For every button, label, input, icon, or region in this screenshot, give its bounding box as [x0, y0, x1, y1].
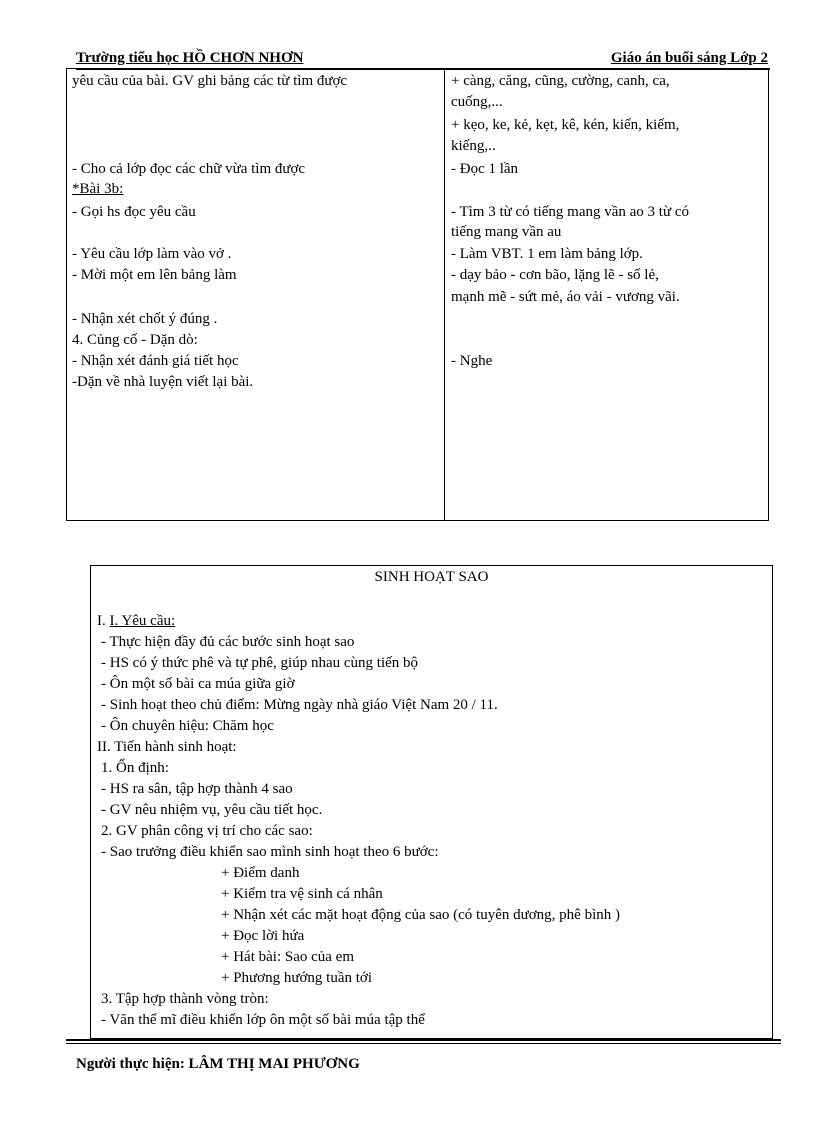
- step-line: + Điểm danh: [221, 865, 300, 881]
- section-heading: 2. GV phân công vị trí cho các sao:: [101, 823, 313, 839]
- sao-line: - Văn thể mĩ điều khiển lớp ôn một số bài múa tập thể: [101, 1012, 425, 1028]
- section-heading: 3. Tập hợp thành vòng tròn:: [101, 991, 269, 1007]
- sao-line: - Ôn chuyên hiệu: Chăm học: [101, 718, 274, 734]
- student-line: tiếng mang vần au: [451, 224, 562, 240]
- section-heading: II. Tiến hành sinh hoạt:: [97, 739, 237, 755]
- student-line: + càng, căng, cũng, cường, canh, ca,: [451, 73, 670, 89]
- sao-line: - HS có ý thức phê và tự phê, giúp nhau cùng tiến bộ: [101, 655, 419, 671]
- teacher-line: - Yêu cầu lớp làm vào vở .: [72, 246, 232, 262]
- sao-line: - Sinh hoạt theo chủ điểm: Mừng ngày nhà giáo Việt Nam 20 / 11.: [101, 697, 498, 713]
- teacher-line: - Mời một em lên bảng làm: [72, 267, 237, 283]
- sao-line: - Ôn một số bài ca múa giữa giờ: [101, 676, 295, 692]
- teacher-line: - Gọi hs đọc yêu cầu: [72, 204, 196, 220]
- sao-line: - Sao trưởng điều khiển sao mình sinh hoạt theo 6 bước:: [101, 844, 439, 860]
- teacher-line: - Nhận xét đánh giá tiết học: [72, 353, 239, 369]
- step-line: + Hát bài: Sao của em: [221, 949, 355, 965]
- teacher-line: yêu cầu của bài. GV ghi bảng các từ tìm được: [72, 73, 348, 89]
- column-divider: [444, 69, 445, 520]
- lesson-table: [66, 68, 769, 521]
- teacher-line: - Cho cả lớp đọc các chữ vừa tìm được: [72, 161, 306, 177]
- footer-rule: [66, 1043, 781, 1044]
- student-line: - Đọc 1 lần: [451, 161, 519, 177]
- footer-rule: [66, 1039, 781, 1041]
- sao-line: - Thực hiện đầy đủ các bước sinh hoạt sao: [101, 634, 355, 650]
- student-line: kiếng,..: [451, 138, 496, 154]
- student-line: + kẹo, ke, kẻ, kẹt, kê, kén, kiến, kiếm,: [451, 117, 680, 133]
- step-line: + Nhận xét các mặt hoạt động của sao (có tuyên dương, phê bình ): [221, 907, 620, 923]
- lesson-title: Giáo án buổi sáng Lớp 2: [610, 50, 768, 66]
- teacher-line: 4. Củng cố - Dặn dò:: [72, 332, 198, 348]
- student-line: - dạy bảo - cơn bão, lặng lẽ - số lẻ,: [451, 267, 659, 283]
- step-line: + Đọc lời hứa: [221, 928, 305, 944]
- sao-line: - GV nêu nhiệm vụ, yêu cầu tiết học.: [101, 802, 323, 818]
- sao-line: - HS ra sân, tập hợp thành 4 sao: [101, 781, 293, 797]
- section-title: SINH HOẠT SAO: [374, 569, 489, 585]
- step-line: + Phương hướng tuần tới: [221, 970, 373, 986]
- step-line: + Kiểm tra vệ sinh cá nhân: [221, 886, 383, 902]
- page-header: [76, 50, 770, 70]
- student-line: - Tìm 3 từ có tiếng mang vần ao 3 từ có: [451, 204, 690, 220]
- student-line: - Nghe: [451, 353, 493, 369]
- section-heading: 1. Ổn định:: [101, 760, 169, 776]
- student-line: mạnh mẽ - sứt mẻ, áo vải - vương vãi.: [451, 289, 680, 305]
- teacher-line: *Bài 3b:: [72, 181, 124, 197]
- sinh-hoat-sao-box: [90, 565, 773, 1039]
- school-name: Trường tiểu học HỒ CHƠN NHƠN: [76, 50, 304, 66]
- student-line: cuống,...: [451, 94, 503, 110]
- teacher-credit: Người thực hiện: LÂM THỊ MAI PHƯƠNG: [76, 1056, 360, 1072]
- section-heading: I. I. Yêu cầu:: [97, 613, 176, 629]
- teacher-line: -Dặn về nhà luyện viết lại bài.: [72, 374, 254, 390]
- student-line: - Làm VBT. 1 em làm bảng lớp.: [451, 246, 643, 262]
- sao-line: I. Yêu cầu:: [109, 613, 176, 629]
- teacher-line: - Nhận xét chốt ý đúng .: [72, 311, 218, 327]
